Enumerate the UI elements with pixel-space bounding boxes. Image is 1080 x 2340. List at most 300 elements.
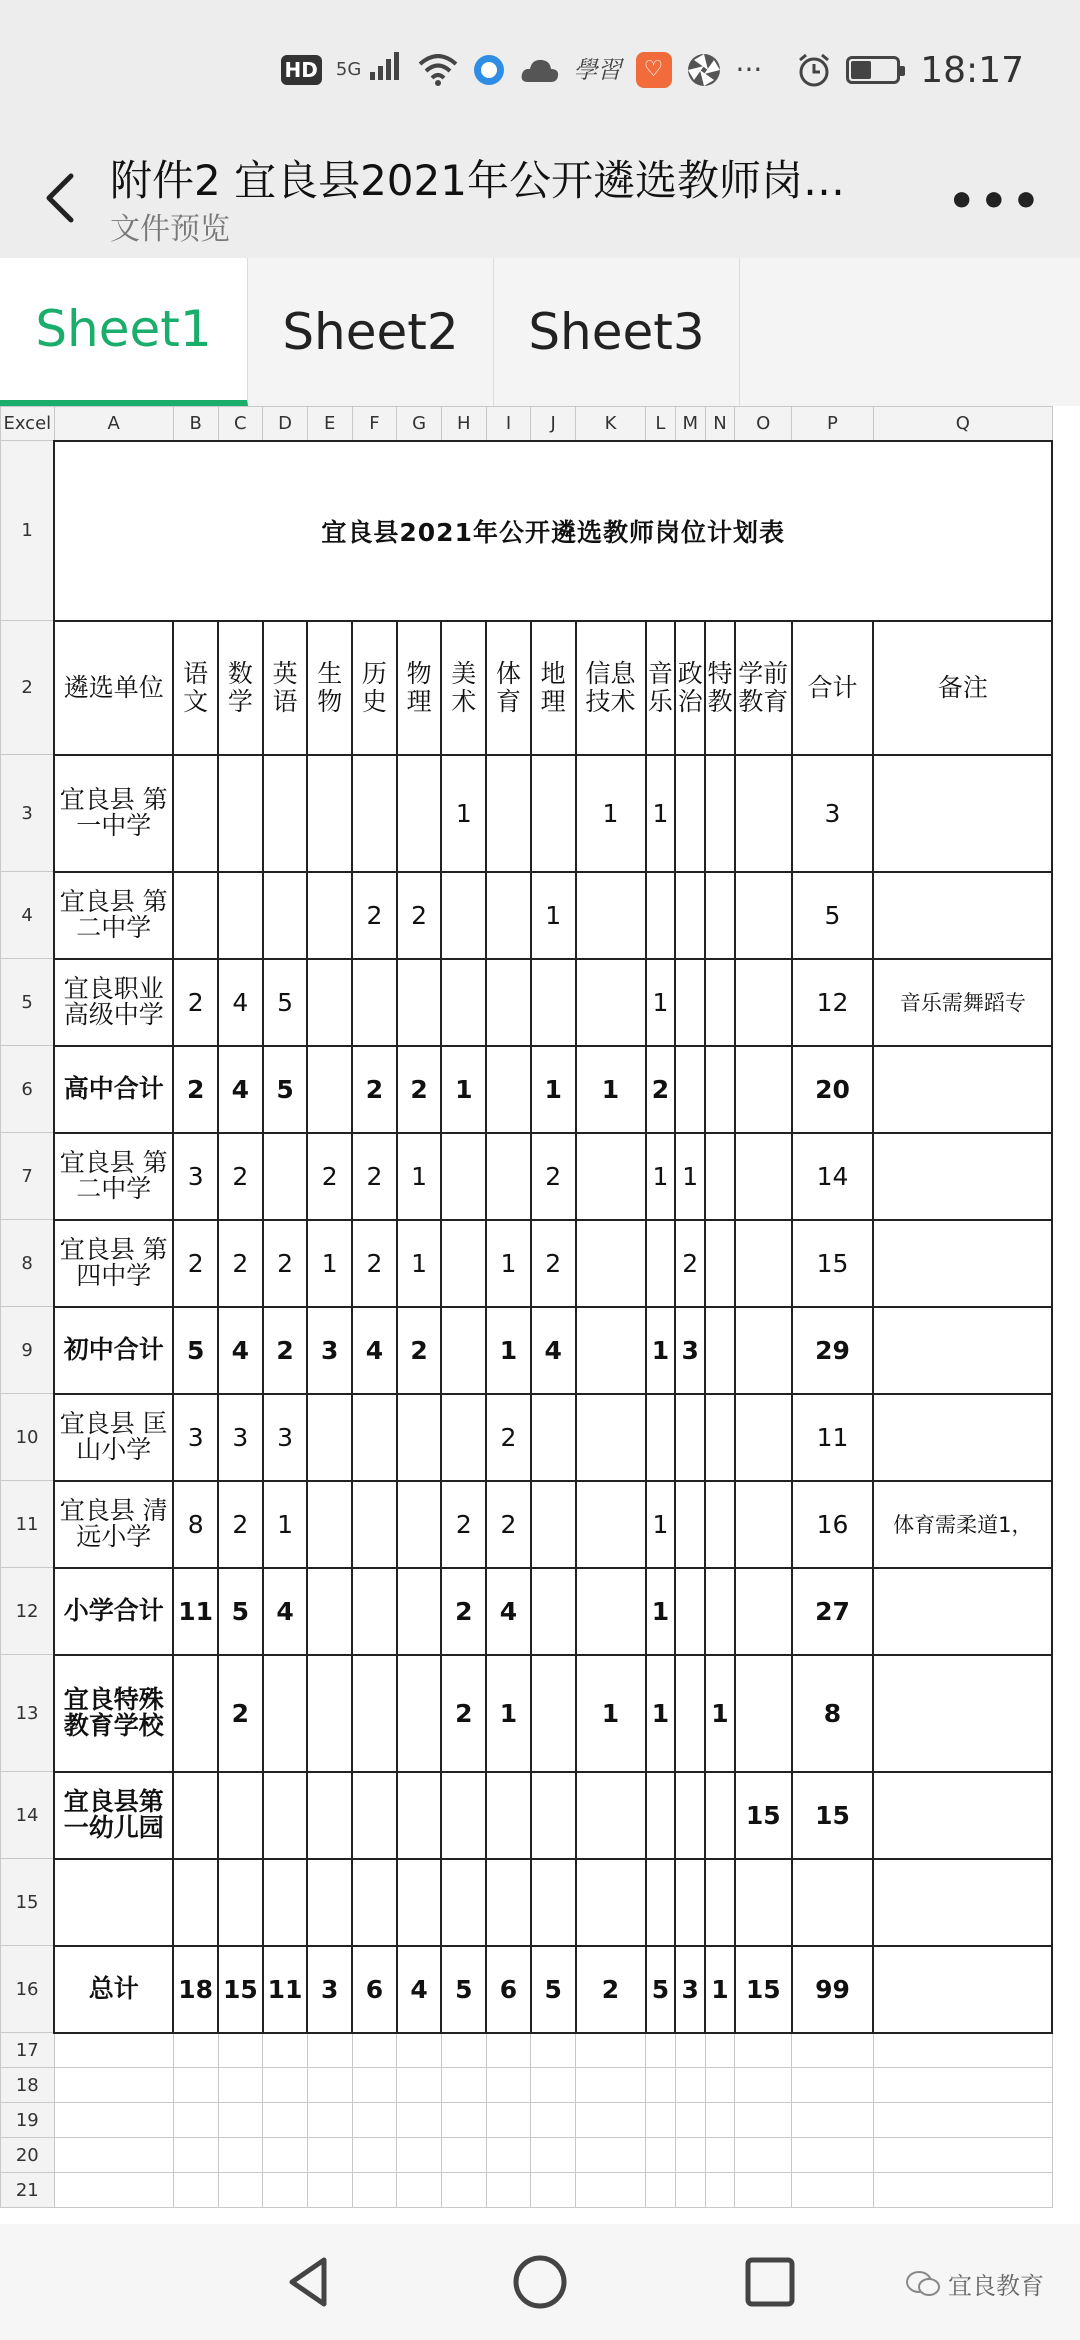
- empty-cell[interactable]: [646, 2033, 676, 2068]
- value-cell[interactable]: [735, 755, 792, 872]
- value-cell[interactable]: [352, 1655, 397, 1772]
- value-cell[interactable]: 3: [218, 1394, 263, 1481]
- empty-cell[interactable]: [173, 2173, 218, 2208]
- empty-cell[interactable]: [646, 2173, 676, 2208]
- value-cell[interactable]: [705, 959, 735, 1046]
- empty-cell[interactable]: [441, 2033, 486, 2068]
- unit-cell[interactable]: 宜良县 清远小学: [54, 1481, 173, 1568]
- value-cell[interactable]: 99: [792, 1946, 874, 2033]
- value-cell[interactable]: [397, 1859, 442, 1946]
- value-cell[interactable]: [531, 1394, 576, 1481]
- column-header-K[interactable]: K: [576, 407, 646, 441]
- empty-cell[interactable]: [576, 2103, 646, 2138]
- empty-cell[interactable]: [173, 2103, 218, 2138]
- value-cell[interactable]: 1: [397, 1220, 442, 1307]
- value-cell[interactable]: [307, 1046, 352, 1133]
- header-cell[interactable]: 政治: [675, 621, 705, 755]
- value-cell[interactable]: [397, 1568, 442, 1655]
- value-cell[interactable]: [352, 1859, 397, 1946]
- note-cell[interactable]: [873, 1133, 1052, 1220]
- value-cell[interactable]: [675, 1859, 705, 1946]
- value-cell[interactable]: 1: [675, 1133, 705, 1220]
- row-number[interactable]: 11: [1, 1481, 55, 1568]
- column-header-A[interactable]: A: [54, 407, 173, 441]
- column-header-N[interactable]: N: [705, 407, 735, 441]
- empty-cell[interactable]: [54, 2068, 173, 2103]
- empty-cell[interactable]: [173, 2068, 218, 2103]
- header-cell[interactable]: 备注: [873, 621, 1052, 755]
- value-cell[interactable]: 2: [646, 1046, 676, 1133]
- value-cell[interactable]: 3: [675, 1946, 705, 2033]
- value-cell[interactable]: 1: [646, 1568, 676, 1655]
- row-number[interactable]: 13: [1, 1655, 55, 1772]
- empty-cell[interactable]: [705, 2068, 735, 2103]
- value-cell[interactable]: 4: [352, 1307, 397, 1394]
- value-cell[interactable]: 6: [486, 1946, 531, 2033]
- value-cell[interactable]: 5: [218, 1568, 263, 1655]
- row-number[interactable]: 19: [1, 2103, 55, 2138]
- tab-sheet1[interactable]: Sheet1: [0, 258, 248, 406]
- value-cell[interactable]: [441, 1220, 486, 1307]
- empty-cell[interactable]: [352, 2173, 397, 2208]
- value-cell[interactable]: 15: [735, 1946, 792, 2033]
- row-number[interactable]: 18: [1, 2068, 55, 2103]
- value-cell[interactable]: 3: [173, 1133, 218, 1220]
- empty-cell[interactable]: [735, 2173, 792, 2208]
- header-cell[interactable]: 特教: [705, 621, 735, 755]
- empty-cell[interactable]: [792, 2138, 874, 2173]
- value-cell[interactable]: [352, 1394, 397, 1481]
- value-cell[interactable]: 27: [792, 1568, 874, 1655]
- value-cell[interactable]: [352, 1568, 397, 1655]
- value-cell[interactable]: [705, 1307, 735, 1394]
- value-cell[interactable]: [531, 1655, 576, 1772]
- empty-cell[interactable]: [54, 2103, 173, 2138]
- value-cell[interactable]: 15: [792, 1220, 874, 1307]
- row-number[interactable]: 7: [1, 1133, 55, 1220]
- empty-cell[interactable]: [441, 2138, 486, 2173]
- tab-sheet2[interactable]: Sheet2: [248, 258, 494, 406]
- value-cell[interactable]: [441, 1859, 486, 1946]
- empty-cell[interactable]: [218, 2103, 263, 2138]
- column-header-C[interactable]: C: [218, 407, 263, 441]
- value-cell[interactable]: 3: [792, 755, 874, 872]
- note-cell[interactable]: [873, 1220, 1052, 1307]
- value-cell[interactable]: [531, 1859, 576, 1946]
- value-cell[interactable]: 16: [792, 1481, 874, 1568]
- value-cell[interactable]: [218, 1772, 263, 1859]
- empty-cell[interactable]: [352, 2103, 397, 2138]
- value-cell[interactable]: 1: [486, 1655, 531, 1772]
- value-cell[interactable]: 2: [441, 1655, 486, 1772]
- value-cell[interactable]: [441, 959, 486, 1046]
- value-cell[interactable]: 1: [486, 1307, 531, 1394]
- value-cell[interactable]: 1: [576, 1655, 646, 1772]
- empty-cell[interactable]: [54, 2033, 173, 2068]
- empty-cell[interactable]: [576, 2068, 646, 2103]
- header-cell[interactable]: 学前教育: [735, 621, 792, 755]
- empty-cell[interactable]: [173, 2033, 218, 2068]
- value-cell[interactable]: [576, 1394, 646, 1481]
- empty-cell[interactable]: [352, 2033, 397, 2068]
- empty-cell[interactable]: [397, 2068, 442, 2103]
- value-cell[interactable]: [705, 1394, 735, 1481]
- empty-cell[interactable]: [792, 2103, 874, 2138]
- value-cell[interactable]: 15: [218, 1946, 263, 2033]
- empty-cell[interactable]: [675, 2173, 705, 2208]
- note-cell[interactable]: [873, 1655, 1052, 1772]
- value-cell[interactable]: [441, 1133, 486, 1220]
- value-cell[interactable]: [705, 1220, 735, 1307]
- value-cell[interactable]: 1: [705, 1655, 735, 1772]
- value-cell[interactable]: 18: [173, 1946, 218, 2033]
- value-cell[interactable]: [735, 1307, 792, 1394]
- value-cell[interactable]: 1: [531, 1046, 576, 1133]
- header-cell[interactable]: 生物: [307, 621, 352, 755]
- value-cell[interactable]: [705, 1772, 735, 1859]
- value-cell[interactable]: 4: [486, 1568, 531, 1655]
- value-cell[interactable]: 2: [307, 1133, 352, 1220]
- value-cell[interactable]: 14: [792, 1133, 874, 1220]
- empty-cell[interactable]: [675, 2103, 705, 2138]
- value-cell[interactable]: [307, 959, 352, 1046]
- value-cell[interactable]: 1: [646, 1307, 676, 1394]
- corner-cell[interactable]: Excel: [1, 407, 55, 441]
- empty-cell[interactable]: [441, 2103, 486, 2138]
- value-cell[interactable]: 15: [735, 1772, 792, 1859]
- value-cell[interactable]: 1: [531, 872, 576, 959]
- value-cell[interactable]: 1: [646, 755, 676, 872]
- value-cell[interactable]: [705, 1481, 735, 1568]
- value-cell[interactable]: [173, 1859, 218, 1946]
- unit-cell[interactable]: 宜良县 第一中学: [54, 755, 173, 872]
- empty-cell[interactable]: [218, 2173, 263, 2208]
- value-cell[interactable]: 20: [792, 1046, 874, 1133]
- value-cell[interactable]: [531, 959, 576, 1046]
- value-cell[interactable]: [352, 959, 397, 1046]
- value-cell[interactable]: [307, 1568, 352, 1655]
- value-cell[interactable]: 2: [173, 959, 218, 1046]
- note-cell[interactable]: [873, 755, 1052, 872]
- value-cell[interactable]: [307, 1394, 352, 1481]
- empty-cell[interactable]: [792, 2033, 874, 2068]
- value-cell[interactable]: [441, 1307, 486, 1394]
- empty-cell[interactable]: [576, 2138, 646, 2173]
- value-cell[interactable]: [486, 872, 531, 959]
- value-cell[interactable]: [675, 1481, 705, 1568]
- value-cell[interactable]: [675, 1568, 705, 1655]
- value-cell[interactable]: [576, 872, 646, 959]
- value-cell[interactable]: 3: [263, 1394, 308, 1481]
- value-cell[interactable]: [173, 872, 218, 959]
- value-cell[interactable]: [735, 1859, 792, 1946]
- empty-cell[interactable]: [486, 2173, 531, 2208]
- empty-cell[interactable]: [646, 2138, 676, 2173]
- empty-cell[interactable]: [441, 2173, 486, 2208]
- column-header-H[interactable]: H: [441, 407, 486, 441]
- value-cell[interactable]: 2: [352, 1133, 397, 1220]
- value-cell[interactable]: 2: [486, 1394, 531, 1481]
- empty-cell[interactable]: [873, 2173, 1052, 2208]
- row-number[interactable]: 6: [1, 1046, 55, 1133]
- value-cell[interactable]: 1: [486, 1220, 531, 1307]
- value-cell[interactable]: [576, 1220, 646, 1307]
- value-cell[interactable]: [735, 959, 792, 1046]
- value-cell[interactable]: [735, 1220, 792, 1307]
- unit-cell[interactable]: 初中合计: [54, 1307, 173, 1394]
- spreadsheet[interactable]: [0, 406, 1080, 2224]
- row-number[interactable]: 8: [1, 1220, 55, 1307]
- note-cell[interactable]: [873, 1394, 1052, 1481]
- empty-cell[interactable]: [873, 2103, 1052, 2138]
- value-cell[interactable]: 12: [792, 959, 874, 1046]
- value-cell[interactable]: [307, 1655, 352, 1772]
- empty-cell[interactable]: [54, 2173, 173, 2208]
- value-cell[interactable]: [646, 1772, 676, 1859]
- empty-cell[interactable]: [735, 2033, 792, 2068]
- empty-cell[interactable]: [397, 2173, 442, 2208]
- value-cell[interactable]: 2: [486, 1481, 531, 1568]
- column-header-P[interactable]: P: [792, 407, 874, 441]
- value-cell[interactable]: 4: [531, 1307, 576, 1394]
- value-cell[interactable]: [397, 755, 442, 872]
- header-cell[interactable]: 地理: [531, 621, 576, 755]
- note-cell[interactable]: [873, 1046, 1052, 1133]
- value-cell[interactable]: [397, 1655, 442, 1772]
- value-cell[interactable]: [352, 755, 397, 872]
- value-cell[interactable]: 5: [441, 1946, 486, 2033]
- empty-cell[interactable]: [873, 2033, 1052, 2068]
- value-cell[interactable]: 11: [792, 1394, 874, 1481]
- header-cell[interactable]: 音乐: [646, 621, 676, 755]
- value-cell[interactable]: 2: [173, 1046, 218, 1133]
- empty-cell[interactable]: [735, 2068, 792, 2103]
- unit-cell[interactable]: 高中合计: [54, 1046, 173, 1133]
- unit-cell[interactable]: 宜良职业高级中学: [54, 959, 173, 1046]
- value-cell[interactable]: [675, 755, 705, 872]
- value-cell[interactable]: [735, 1568, 792, 1655]
- value-cell[interactable]: [218, 1859, 263, 1946]
- empty-cell[interactable]: [646, 2103, 676, 2138]
- value-cell[interactable]: [263, 1859, 308, 1946]
- value-cell[interactable]: 2: [397, 1307, 442, 1394]
- unit-cell[interactable]: 宜良县 第二中学: [54, 1133, 173, 1220]
- value-cell[interactable]: [675, 872, 705, 959]
- value-cell[interactable]: [486, 1046, 531, 1133]
- unit-cell[interactable]: 宜良县 第二中学: [54, 872, 173, 959]
- empty-cell[interactable]: [307, 2173, 352, 2208]
- empty-cell[interactable]: [263, 2138, 308, 2173]
- value-cell[interactable]: [486, 1772, 531, 1859]
- more-options-button[interactable]: •••: [947, 176, 1044, 227]
- column-header-D[interactable]: D: [263, 407, 308, 441]
- value-cell[interactable]: 2: [576, 1946, 646, 2033]
- value-cell[interactable]: [705, 1568, 735, 1655]
- value-cell[interactable]: 2: [397, 1046, 442, 1133]
- value-cell[interactable]: [173, 1655, 218, 1772]
- value-cell[interactable]: [675, 1394, 705, 1481]
- empty-cell[interactable]: [792, 2068, 874, 2103]
- value-cell[interactable]: [705, 1046, 735, 1133]
- value-cell[interactable]: [531, 1568, 576, 1655]
- value-cell[interactable]: 2: [218, 1220, 263, 1307]
- value-cell[interactable]: [735, 1481, 792, 1568]
- value-cell[interactable]: [646, 1220, 676, 1307]
- value-cell[interactable]: 1: [397, 1133, 442, 1220]
- note-cell[interactable]: [873, 872, 1052, 959]
- empty-cell[interactable]: [352, 2068, 397, 2103]
- value-cell[interactable]: [735, 1133, 792, 1220]
- value-cell[interactable]: 2: [263, 1220, 308, 1307]
- empty-cell[interactable]: [218, 2033, 263, 2068]
- column-header-J[interactable]: J: [531, 407, 576, 441]
- value-cell[interactable]: [263, 1655, 308, 1772]
- row-number[interactable]: 12: [1, 1568, 55, 1655]
- value-cell[interactable]: [576, 1307, 646, 1394]
- empty-cell[interactable]: [263, 2033, 308, 2068]
- empty-cell[interactable]: [54, 2138, 173, 2173]
- empty-cell[interactable]: [486, 2033, 531, 2068]
- value-cell[interactable]: [218, 755, 263, 872]
- empty-cell[interactable]: [486, 2068, 531, 2103]
- value-cell[interactable]: 1: [705, 1946, 735, 2033]
- value-cell[interactable]: 2: [218, 1655, 263, 1772]
- value-cell[interactable]: [531, 1772, 576, 1859]
- value-cell[interactable]: 2: [397, 872, 442, 959]
- row-number[interactable]: 17: [1, 2033, 55, 2068]
- value-cell[interactable]: 8: [792, 1655, 874, 1772]
- row-number[interactable]: 2: [1, 621, 55, 755]
- unit-cell[interactable]: 宜良县 匡山小学: [54, 1394, 173, 1481]
- empty-cell[interactable]: [705, 2173, 735, 2208]
- value-cell[interactable]: 2: [173, 1220, 218, 1307]
- column-header-O[interactable]: O: [735, 407, 792, 441]
- row-number[interactable]: 1: [1, 441, 55, 621]
- empty-cell[interactable]: [792, 2173, 874, 2208]
- empty-cell[interactable]: [486, 2103, 531, 2138]
- value-cell[interactable]: [792, 1859, 874, 1946]
- row-number[interactable]: 16: [1, 1946, 55, 2033]
- value-cell[interactable]: [397, 1772, 442, 1859]
- value-cell[interactable]: 4: [397, 1946, 442, 2033]
- value-cell[interactable]: [705, 1133, 735, 1220]
- value-cell[interactable]: 5: [263, 1046, 308, 1133]
- column-header-F[interactable]: F: [352, 407, 397, 441]
- nav-home-icon[interactable]: [510, 2252, 570, 2312]
- value-cell[interactable]: [735, 872, 792, 959]
- value-cell[interactable]: 3: [307, 1307, 352, 1394]
- value-cell[interactable]: 6: [352, 1946, 397, 2033]
- empty-cell[interactable]: [486, 2138, 531, 2173]
- back-button[interactable]: [30, 158, 90, 238]
- header-cell[interactable]: 合计: [792, 621, 874, 755]
- value-cell[interactable]: 1: [307, 1220, 352, 1307]
- value-cell[interactable]: [173, 755, 218, 872]
- empty-cell[interactable]: [307, 2033, 352, 2068]
- empty-cell[interactable]: [397, 2103, 442, 2138]
- column-header-Q[interactable]: Q: [873, 407, 1052, 441]
- value-cell[interactable]: 2: [352, 1046, 397, 1133]
- column-header-G[interactable]: G: [397, 407, 442, 441]
- value-cell[interactable]: 1: [576, 755, 646, 872]
- value-cell[interactable]: 2: [441, 1481, 486, 1568]
- header-cell[interactable]: 美术: [441, 621, 486, 755]
- note-cell[interactable]: 体育需柔道1，: [873, 1481, 1052, 1568]
- value-cell[interactable]: [352, 1772, 397, 1859]
- empty-cell[interactable]: [675, 2138, 705, 2173]
- value-cell[interactable]: [397, 1481, 442, 1568]
- value-cell[interactable]: 5: [263, 959, 308, 1046]
- value-cell[interactable]: 1: [646, 1133, 676, 1220]
- value-cell[interactable]: 15: [792, 1772, 874, 1859]
- value-cell[interactable]: 2: [218, 1133, 263, 1220]
- value-cell[interactable]: [441, 1772, 486, 1859]
- value-cell[interactable]: [441, 1394, 486, 1481]
- value-cell[interactable]: [352, 1481, 397, 1568]
- empty-cell[interactable]: [218, 2138, 263, 2173]
- header-cell[interactable]: 遴选单位: [54, 621, 173, 755]
- empty-cell[interactable]: [263, 2103, 308, 2138]
- row-number[interactable]: 10: [1, 1394, 55, 1481]
- unit-cell[interactable]: 宜良县第一幼儿园: [54, 1772, 173, 1859]
- unit-cell[interactable]: 小学合计: [54, 1568, 173, 1655]
- note-cell[interactable]: [873, 1772, 1052, 1859]
- sheet-title[interactable]: 宜良县2021年公开遴选教师岗位计划表: [54, 441, 1052, 621]
- empty-cell[interactable]: [352, 2138, 397, 2173]
- column-header-I[interactable]: I: [486, 407, 531, 441]
- value-cell[interactable]: 4: [218, 1046, 263, 1133]
- value-cell[interactable]: 2: [531, 1220, 576, 1307]
- row-number[interactable]: 5: [1, 959, 55, 1046]
- value-cell[interactable]: 3: [307, 1946, 352, 2033]
- value-cell[interactable]: [263, 1772, 308, 1859]
- tab-sheet3[interactable]: Sheet3: [494, 258, 740, 406]
- value-cell[interactable]: [735, 1394, 792, 1481]
- value-cell[interactable]: 11: [173, 1568, 218, 1655]
- value-cell[interactable]: 4: [218, 1307, 263, 1394]
- value-cell[interactable]: 1: [263, 1481, 308, 1568]
- unit-cell[interactable]: 宜良县 第四中学: [54, 1220, 173, 1307]
- empty-cell[interactable]: [218, 2068, 263, 2103]
- value-cell[interactable]: 2: [263, 1307, 308, 1394]
- value-cell[interactable]: [675, 959, 705, 1046]
- value-cell[interactable]: [646, 1859, 676, 1946]
- row-number[interactable]: 3: [1, 755, 55, 872]
- value-cell[interactable]: [307, 872, 352, 959]
- empty-cell[interactable]: [397, 2033, 442, 2068]
- value-cell[interactable]: [307, 1859, 352, 1946]
- value-cell[interactable]: [441, 872, 486, 959]
- value-cell[interactable]: 8: [173, 1481, 218, 1568]
- value-cell[interactable]: [307, 1481, 352, 1568]
- value-cell[interactable]: [646, 1394, 676, 1481]
- value-cell[interactable]: [646, 872, 676, 959]
- nav-recents-icon[interactable]: [740, 2252, 800, 2312]
- unit-cell[interactable]: 宜良特殊教育学校: [54, 1655, 173, 1772]
- value-cell[interactable]: [531, 1481, 576, 1568]
- value-cell[interactable]: [307, 755, 352, 872]
- empty-cell[interactable]: [397, 2138, 442, 2173]
- value-cell[interactable]: 3: [173, 1394, 218, 1481]
- row-number[interactable]: 14: [1, 1772, 55, 1859]
- value-cell[interactable]: [576, 959, 646, 1046]
- row-number[interactable]: 9: [1, 1307, 55, 1394]
- value-cell[interactable]: [263, 1133, 308, 1220]
- empty-cell[interactable]: [173, 2138, 218, 2173]
- value-cell[interactable]: [263, 755, 308, 872]
- value-cell[interactable]: [397, 959, 442, 1046]
- value-cell[interactable]: 2: [218, 1481, 263, 1568]
